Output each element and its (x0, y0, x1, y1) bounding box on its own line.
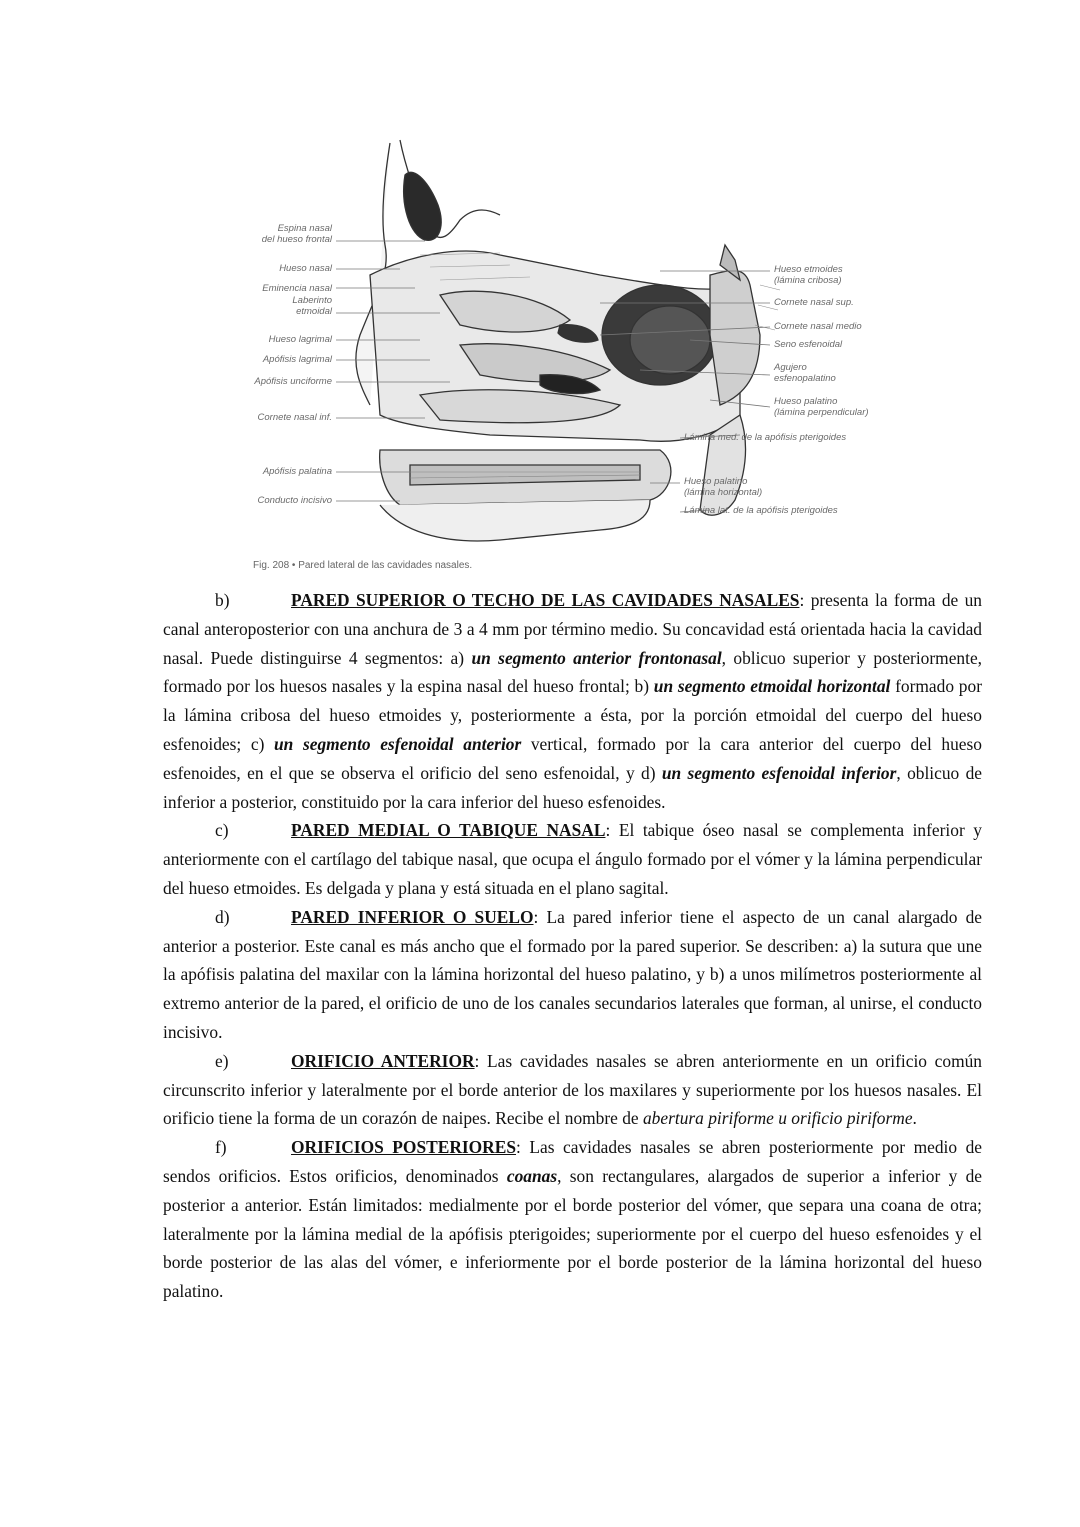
paragraph-text: , son rectangulares, alargados de superior a inferior y de posterior a anterior. Están limitados: medialmente por el borde posterior del vómer, que separa una coana de otra; lateralmente por la lámina medial de la apófisis pterigoides; superiormente por el cuerpo del hueso esfenoides y el borde posterior de las alas del vómer, e inferiormente por el borde posterior de la lámina horizontal del hueso palatino. (163, 1165, 982, 1302)
label-espina-nasal: Espina nasal (277, 223, 332, 234)
paragraph-marker: e) (215, 1050, 229, 1071)
label-agujero: Agujero (774, 362, 807, 373)
paragraph-marker: c) (215, 820, 229, 841)
paragraph-text: , oblicuo superior y posteriormente, formado por los huesos nasales y la espina nasal del hueso frontal; b) (163, 647, 983, 697)
label-hueso-palatino-perp-line2: (lámina perpendicular) (774, 407, 869, 418)
section-heading: PARED INFERIOR O SUELO (291, 906, 534, 927)
figure-caption: Fig. 208 • Pared lateral de las cavidades nasales. (253, 560, 473, 571)
paragraph-c (163, 816, 982, 902)
label-hueso-palatino-perp: Hueso palatino (774, 396, 838, 407)
label-hueso-lagrimal: Hueso lagrimal (268, 334, 332, 345)
label-seno-esfenoidal: Seno esfenoidal (774, 339, 843, 350)
section-heading: PARED MEDIAL O TABIQUE NASAL (291, 820, 606, 841)
emphasis-term: un segmento esfenoidal anterior (274, 733, 522, 754)
label-hueso-palatino-hor-line2: (lámina horizontal) (684, 487, 763, 498)
section-heading: ORIFICIO ANTERIOR (291, 1050, 475, 1071)
paragraph-f (163, 1133, 982, 1306)
label-espina-nasal-line2: del hueso frontal (261, 234, 332, 245)
paragraph-marker: f) (215, 1137, 227, 1158)
label-cornete-inf: Cornete nasal inf. (257, 412, 332, 423)
emphasis-term: un segmento esfenoidal inferior (661, 762, 897, 783)
label-eminencia-nasal: Eminencia nasal (262, 283, 332, 294)
label-apofisis-lagrimal: Apófisis lagrimal (262, 354, 332, 365)
label-hueso-palatino-hor: Hueso palatino (684, 476, 748, 487)
italic-term: abertura piriforme u orificio piriforme (642, 1108, 913, 1129)
paragraph-text: formado por la lámina cribosa del hueso etmoides y, posteriormente a ésta, por la porción etmoidal del cuerpo del hueso esfenoides; c) (163, 676, 982, 754)
emphasis-term: un segmento etmoidal horizontal (653, 676, 891, 697)
label-hueso-nasal: Hueso nasal (279, 263, 332, 274)
paragraph-text: : El tabique óseo nasal se complementa inferior y anteriormente con el cartílago del tabique nasal, que ocupa el ángulo formado por el vómer y la lámina perpendicular del hueso etmoides. Es delgada y plana y está situada en el plano sagital. (163, 820, 982, 898)
paragraph-d (163, 903, 982, 1047)
paragraph-text: . (912, 1108, 917, 1129)
label-laberinto: Laberinto (292, 295, 332, 306)
section-heading: PARED SUPERIOR O TECHO DE LAS CAVIDADES NASALES (291, 590, 800, 610)
label-cornete-medio: Cornete nasal medio (774, 321, 862, 332)
paragraph-e (163, 1047, 982, 1133)
section-heading: ORIFICIOS POSTERIORES (291, 1137, 517, 1158)
paragraph-marker: b) (215, 590, 230, 610)
label-apofisis-palatina: Apófisis palatina (262, 466, 332, 477)
label-lamina-lat: Lámina lat. de la apófisis pterigoides (684, 505, 838, 516)
paragraph-text: : Las cavidades nasales se abren anteriormente en un orificio común circunscrito inferior y lateralmente por el borde anterior de los maxilares y superiormente por los huesos nasales. El orificio tiene la forma de un corazón de naipes. Recibe el nombre de (163, 1050, 982, 1129)
paragraph-b (163, 586, 982, 816)
label-cornete-sup: Cornete nasal sup. (774, 297, 854, 308)
label-hueso-etmoides-line2: (lámina cribosa) (774, 275, 842, 286)
label-apofisis-unciforme: Apófisis unciforme (254, 376, 332, 387)
emphasis-term: coanas (506, 1165, 558, 1186)
label-hueso-etmoides: Hueso etmoides (774, 264, 843, 275)
anatomy-figure (240, 135, 880, 575)
body-text (163, 586, 982, 1306)
label-conducto-incisivo: Conducto incisivo (257, 495, 332, 506)
paragraph-text: , oblicuo de inferior a posterior, constituido por la cara inferior del hueso esfenoides. (163, 762, 983, 812)
label-laberinto-line2: etmoidal (296, 306, 332, 317)
paragraph-text: : Las cavidades nasales se abren posteriormente por medio de sendos orificios. Estos orificios, denominados (163, 1137, 982, 1186)
paragraph-marker: d) (215, 906, 230, 927)
emphasis-term: un segmento anterior frontonasal (471, 647, 722, 668)
label-agujero-line2: esfenopalatino (774, 373, 836, 384)
paragraph-text: vertical, formado por la cara anterior del cuerpo del hueso esfenoides, en el que se observa el orificio del seno esfenoidal, y d) (163, 733, 982, 783)
label-lamina-med: Lámina med. de la apófisis pterigoides (684, 432, 847, 443)
paragraph-text: : La pared inferior tiene el aspecto de un canal alargado de anterior a posterior. Este canal es más ancho que el formado por la pared superior. Se describen: a) la sutura que une la apófisis palatina del maxilar con la lámina horizontal del hueso palatino, y b) a unos milímetros posteriormente al extremo anterior de la pared, el orificio de uno de los canales secundarios laterales que forman, al unirse, el conducto incisivo. (163, 906, 982, 1042)
paragraph-text: : presenta la forma de un canal anteroposterior con una anchura de 3 a 4 mm por término medio. Su concavidad está orientada hacia la cavidad nasal. Puede distinguirse 4 segmentos: a) (163, 590, 983, 668)
